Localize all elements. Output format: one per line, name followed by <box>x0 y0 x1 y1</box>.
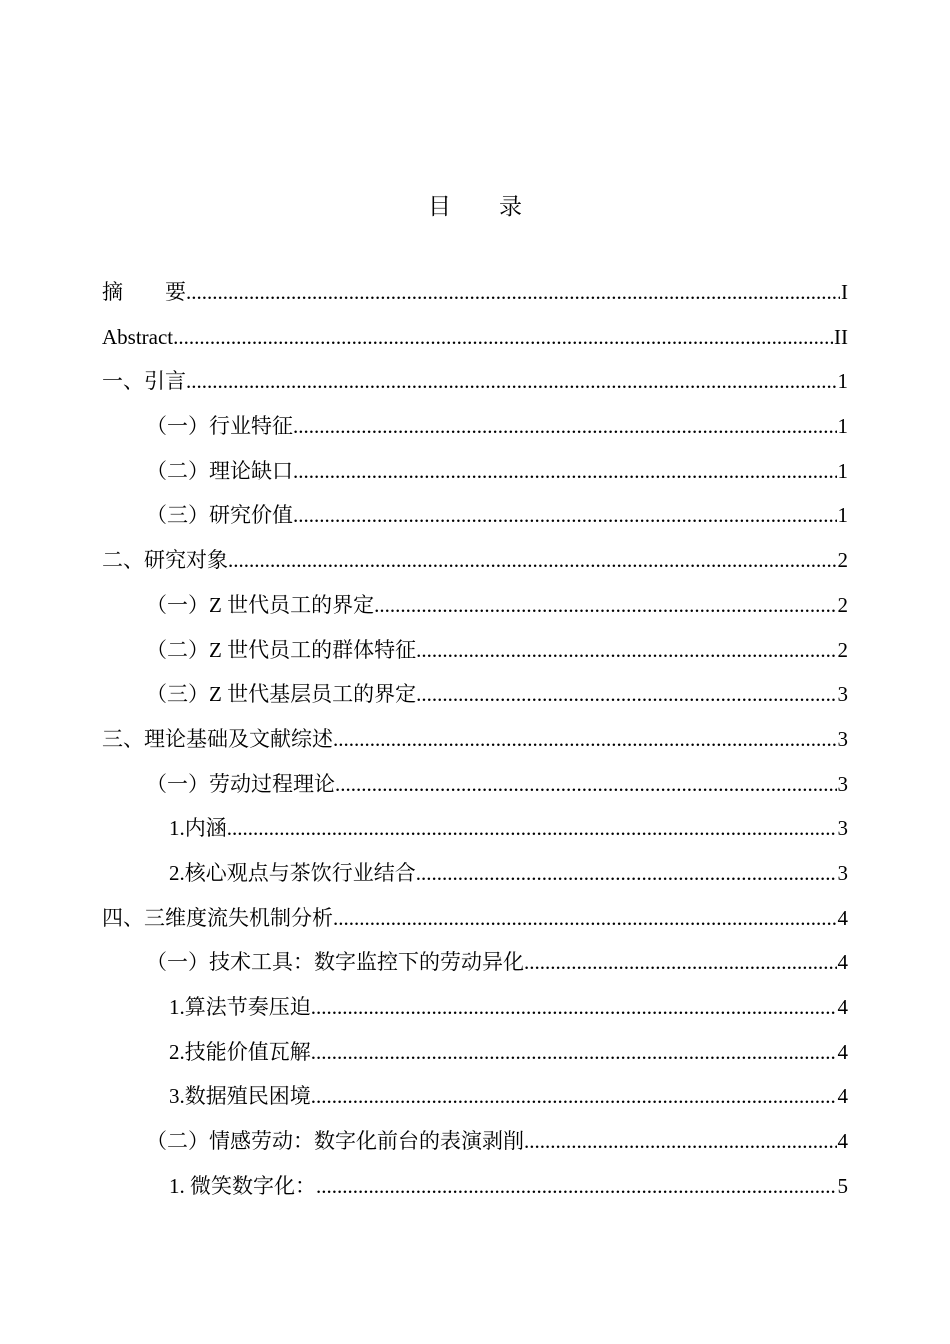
toc-leader-dots <box>335 766 837 802</box>
toc-entry-page: 1 <box>837 414 848 439</box>
toc-entry-page: 1 <box>837 503 848 528</box>
toc-entry-label: Abstract <box>102 324 174 349</box>
toc-entry[interactable] <box>102 810 848 855</box>
toc-entry[interactable] <box>102 1168 848 1213</box>
toc-entry[interactable] <box>102 1123 848 1168</box>
toc-leader-dots <box>186 274 840 310</box>
toc-entry[interactable] <box>102 900 848 945</box>
toc-entry-label: （二）情感劳动：数字化前台的表演剥削 <box>146 1129 524 1154</box>
toc-entry-page: 3 <box>837 726 848 751</box>
toc-entry[interactable] <box>102 363 848 408</box>
toc-entry-label: 3.数据殖民困境 <box>169 1084 311 1109</box>
toc-entry[interactable] <box>102 587 848 632</box>
toc-entry-label: 1.内涵 <box>169 816 227 841</box>
toc-entry[interactable] <box>102 274 848 319</box>
toc-entry[interactable] <box>102 676 848 721</box>
toc-leader-dots <box>374 587 836 623</box>
toc-leader-dots <box>227 810 837 846</box>
toc-leader-dots <box>293 453 837 489</box>
toc-entry-page: 4 <box>837 905 848 930</box>
toc-entry-label: 一、引言 <box>102 369 186 394</box>
toc-leader-dots <box>228 542 837 578</box>
toc-entry[interactable] <box>102 1034 848 1079</box>
toc-entry[interactable] <box>102 766 848 811</box>
toc-entry-label: 二、研究对象 <box>102 548 228 573</box>
toc-entry-page: 3 <box>837 816 848 841</box>
toc-leader-dots <box>293 408 837 444</box>
toc-entry[interactable] <box>102 1078 848 1123</box>
toc-entry-page: 2 <box>837 637 848 662</box>
toc-entry-label: （二）Z 世代员工的群体特征 <box>146 637 417 662</box>
toc-entry-page: 1 <box>837 369 848 394</box>
toc-entry-page: I <box>841 280 848 304</box>
toc-entry-label: 摘 要 <box>102 280 186 304</box>
toc-leader-dots <box>524 944 837 980</box>
toc-entry[interactable] <box>102 542 848 587</box>
toc-leader-dots <box>186 363 837 399</box>
toc-leader-dots <box>316 1168 837 1204</box>
toc-entry-label: 1.算法节奏压迫 <box>169 995 311 1019</box>
toc-entry-label: （一）技术工具：数字监控下的劳动异化 <box>146 950 524 975</box>
table-of-contents <box>102 274 848 1212</box>
toc-entry[interactable] <box>102 319 848 364</box>
toc-entry-label: 三、理论基础及文献综述 <box>102 726 333 751</box>
toc-entry-label: 2.技能价值瓦解 <box>169 1039 311 1064</box>
toc-leader-dots <box>524 1123 837 1159</box>
toc-entry-label: （三）研究价值 <box>146 503 293 528</box>
toc-entry-page: 2 <box>837 592 848 617</box>
toc-leader-dots <box>416 676 836 712</box>
toc-entry-page: 4 <box>837 1084 848 1109</box>
toc-entry-page: 3 <box>837 860 848 885</box>
toc-entry-label: （三）Z 世代基层员工的界定 <box>146 682 417 707</box>
toc-leader-dots <box>333 900 837 936</box>
toc-entry[interactable] <box>102 408 848 453</box>
toc-entry-label: （二）理论缺口 <box>146 458 293 483</box>
toc-leader-dots <box>416 855 837 891</box>
toc-entry-page: 3 <box>837 771 848 796</box>
toc-entry[interactable] <box>102 855 848 900</box>
toc-leader-dots <box>311 1078 837 1114</box>
toc-entry-page: 4 <box>837 1129 848 1154</box>
toc-leader-dots <box>311 1034 837 1070</box>
toc-entry-label: （一）行业特征 <box>146 414 293 439</box>
toc-entry-label: 四、三维度流失机制分析 <box>102 905 333 930</box>
toc-entry[interactable] <box>102 989 848 1034</box>
toc-entry-label: 2.核心观点与茶饮行业结合 <box>169 860 416 885</box>
toc-entry[interactable] <box>102 632 848 677</box>
toc-entry-label: 1. 微笑数字化： <box>169 1173 316 1198</box>
toc-leader-dots <box>173 319 833 355</box>
toc-leader-dots <box>416 632 836 668</box>
toc-title: 目录 <box>428 194 570 219</box>
toc-entry-page: 2 <box>837 548 848 573</box>
toc-leader-dots <box>311 989 837 1025</box>
toc-leader-dots <box>293 497 837 533</box>
toc-entry-page: 1 <box>837 458 848 483</box>
toc-entry-label: （一）劳动过程理论 <box>146 771 335 796</box>
toc-entry[interactable] <box>102 721 848 766</box>
toc-entry-page: 5 <box>837 1173 848 1198</box>
toc-entry-page: 4 <box>837 995 848 1019</box>
toc-entry-page: 4 <box>837 950 848 975</box>
toc-entry[interactable] <box>102 497 848 542</box>
toc-entry[interactable] <box>102 453 848 498</box>
toc-leader-dots <box>333 721 837 757</box>
toc-entry-label: （一）Z 世代员工的界定 <box>146 592 375 617</box>
toc-entry-page: 4 <box>837 1039 848 1064</box>
toc-entry-page: II <box>834 324 848 349</box>
toc-entry-page: 3 <box>837 682 848 707</box>
toc-entry[interactable] <box>102 944 848 989</box>
